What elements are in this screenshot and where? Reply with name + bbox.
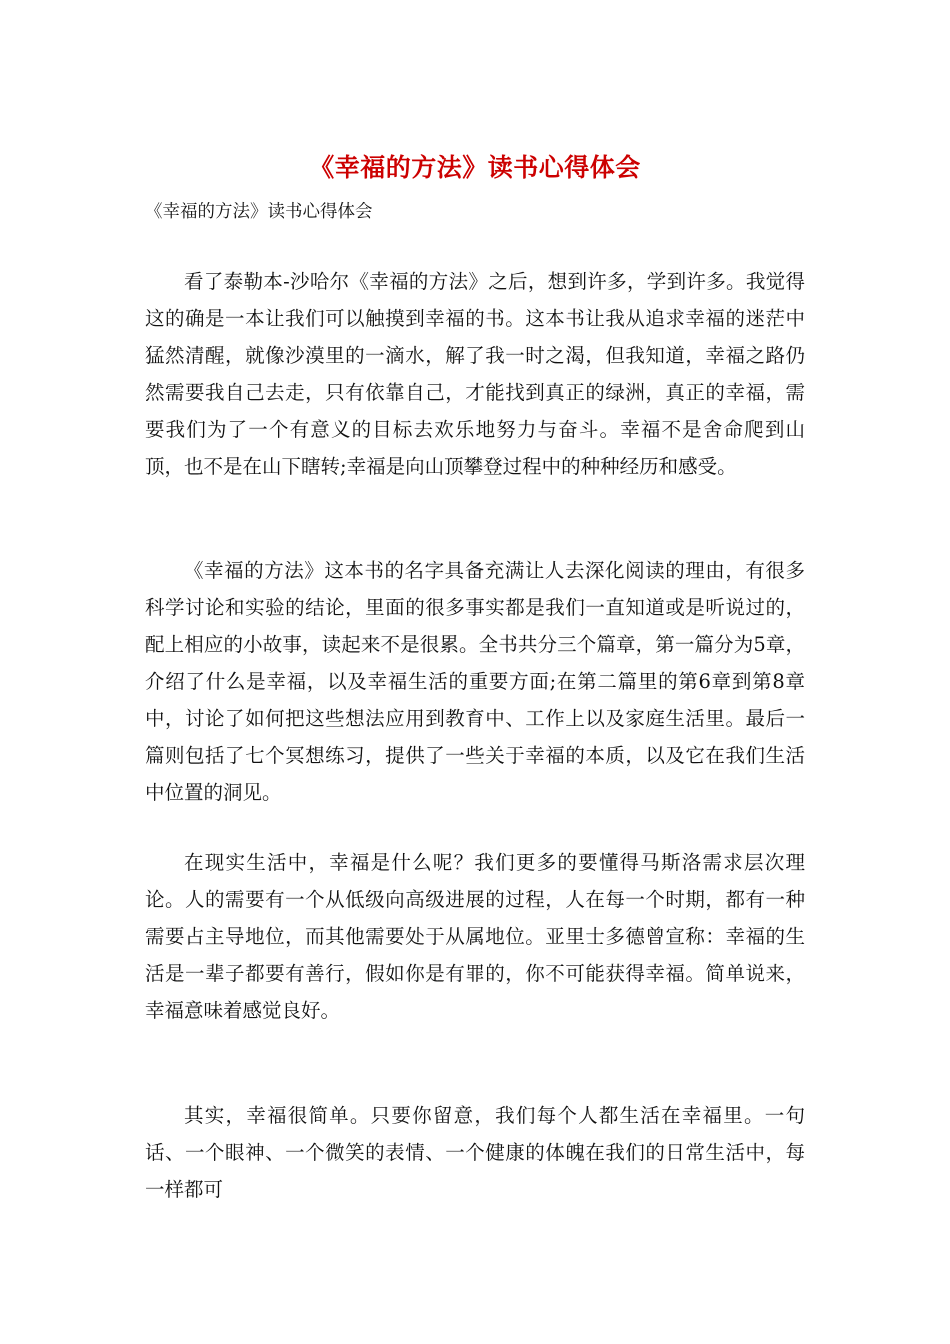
paragraph-4: 其实，幸福很简单。只要你留意，我们每个人都生活在幸福里。一句话、一个眼神、一个微笑的表情、一个健康的体魄在我们的日常生活中，每一样都可 (145, 1104, 805, 1201)
paragraph-3: 在现实生活中，幸福是什么呢？我们更多的要懂得马斯洛需求层次理论。人的需要有一个从低级向高级进展的过程，人在每一个时期，都有一种需要占主导地位，而其他需要处于从属地位。亚里士多德曾宣称：幸福的生活是一辈子都要有善行，假如你是有罪的，你不可能获得幸福。简单说来，幸福意味着感觉良好。 (145, 851, 805, 1022)
paragraph-2: 《幸福的方法》这本书的名字具备充满让人去深化阅读的理由，有很多科学讨论和实验的结论，里面的很多事实都是我们一直知道或是听说过的，配上相应的小故事，读起来不是很累。全书共分三个篇章，第一篇分为5章，介绍了什么是幸福，以及幸福生活的重要方面;在第二篇里的第6章到第8章中，讨论了如何把这些想法应用到教育中、工作上以及家庭生活里。最后一篇则包括了七个冥想练习，提供了一些关于幸福的本质，以及它在我们生活中位置的洞见。 (145, 559, 805, 804)
paragraph-1: 看了泰勒本-沙哈尔《幸福的方法》之后，想到许多，学到许多。我觉得这的确是一本让我们可以触摸到幸福的书。这本书让我从追求幸福的迷茫中猛然清醒，就像沙漠里的一滴水，解了我一时之渴，但我知道，幸福之路仍然需要我自己去走，只有依靠自己，才能找到真正的绿洲，真正的幸福，需要我们为了一个有意义的目标去欢乐地努力与奋斗。幸福不是舍命爬到山顶，也不是在山下瞎转;幸福是向山顶攀登过程中的种种经历和感受。 (145, 270, 805, 478)
document-subtitle: 《幸福的方法》读书心得体会 (145, 202, 373, 222)
document-title: 《幸福的方法》读书心得体会 (309, 153, 641, 182)
